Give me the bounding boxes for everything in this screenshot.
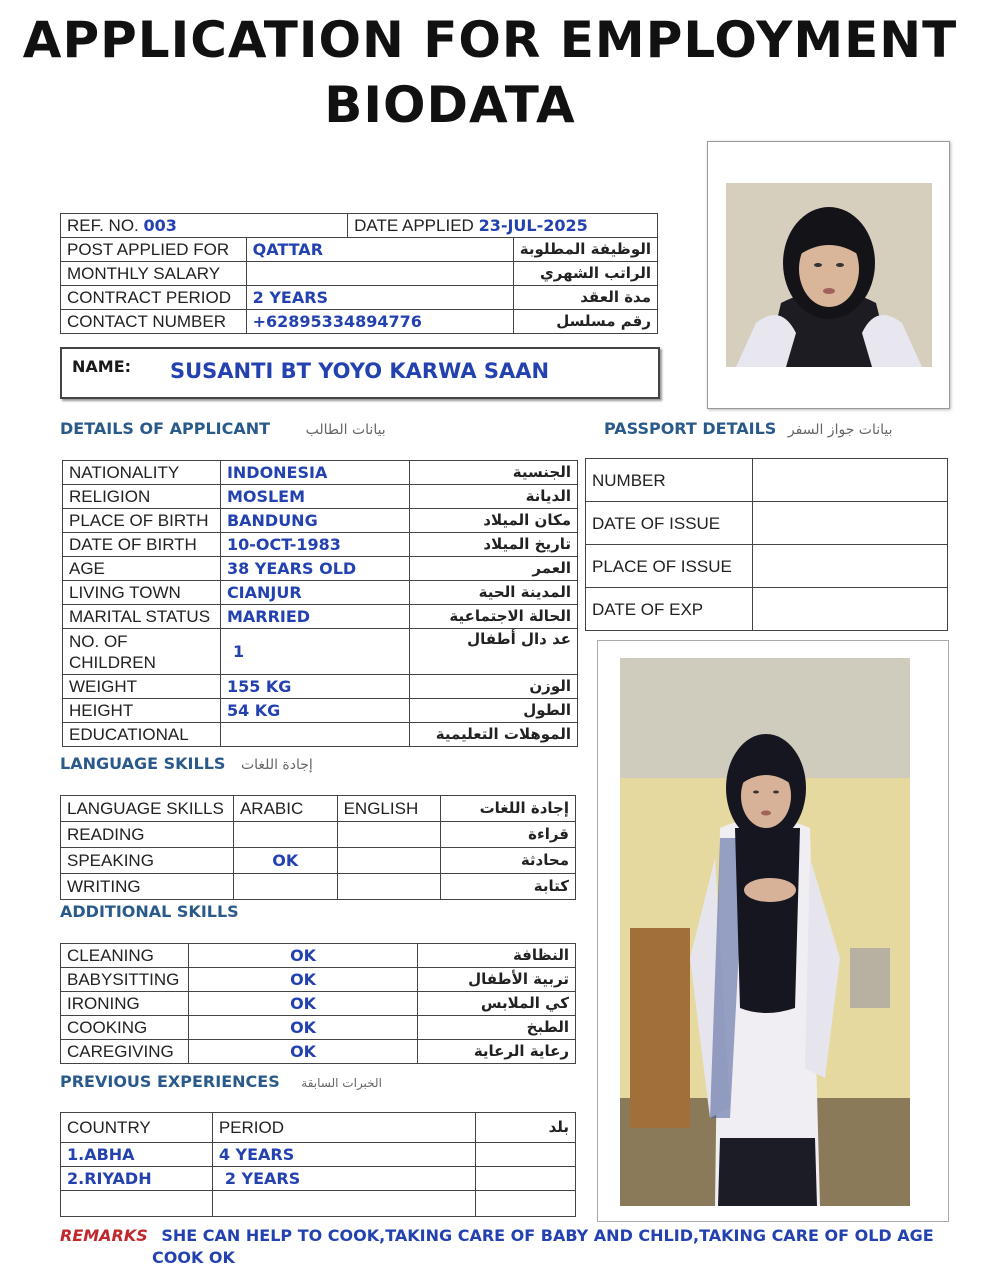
header-row <box>61 262 658 286</box>
details-row <box>63 557 578 581</box>
skill-value: OK <box>188 992 417 1016</box>
details-arabic: عد دال أطفال <box>410 629 578 675</box>
details-label: NO. OF CHILDREN <box>63 629 221 675</box>
language-table <box>60 795 576 900</box>
passport-value <box>752 502 947 545</box>
details-arabic: الوزن <box>410 675 578 699</box>
details-value <box>220 723 409 747</box>
skill-label: IRONING <box>61 992 189 1016</box>
experience-country: 1.ABHA <box>61 1143 213 1167</box>
details-value: 1 <box>220 629 409 675</box>
details-label: NATIONALITY <box>63 461 221 485</box>
language-row <box>61 822 576 848</box>
experience-empty <box>476 1191 576 1217</box>
experience-period: 4 YEARS <box>212 1143 475 1167</box>
language-heading <box>60 754 313 773</box>
experience-country: 2.RIYADH <box>61 1167 213 1191</box>
experience-col-header: COUNTRY <box>61 1113 213 1143</box>
details-arabic: الموهلات التعليمية <box>410 723 578 747</box>
details-value: MARRIED <box>220 605 409 629</box>
header-row <box>61 238 658 262</box>
details-label: PLACE OF BIRTH <box>63 509 221 533</box>
experience-row <box>61 1167 576 1191</box>
details-value: 54 KG <box>220 699 409 723</box>
full-body-photo <box>620 658 910 1206</box>
skill-arabic: تربية الأطفال <box>418 968 576 992</box>
page-title: APPLICATION FOR EMPLOYMENT <box>22 11 958 69</box>
date-applied-cell <box>348 214 658 238</box>
experience-empty <box>61 1191 213 1217</box>
skill-label: COOKING <box>61 1016 189 1040</box>
skill-row <box>61 1040 576 1064</box>
details-heading-text: DETAILS OF APPLICANT <box>60 419 271 438</box>
skill-value: OK <box>188 1040 417 1064</box>
language-arabic-label: قراءة <box>441 822 576 848</box>
ref-label: REF. NO. <box>67 216 139 235</box>
passport-heading <box>604 419 893 438</box>
details-arabic: الحالة الاجتماعية <box>410 605 578 629</box>
experience-col-header: PERIOD <box>212 1113 475 1143</box>
passport-label: NUMBER <box>586 459 753 502</box>
experience-header-row <box>61 1113 576 1143</box>
header-arabic: مدة العقد <box>513 286 657 310</box>
date-applied-label: DATE APPLIED <box>354 216 474 235</box>
language-header-row <box>61 796 576 822</box>
passport-value <box>752 459 947 502</box>
details-arabic: العمر <box>410 557 578 581</box>
head-photo <box>726 183 932 367</box>
experience-table <box>60 1112 576 1217</box>
name-value: SUSANTI BT YOYO KARWA SAAN <box>170 359 550 383</box>
language-arabic-label: كتابة <box>441 874 576 900</box>
passport-label: DATE OF ISSUE <box>586 502 753 545</box>
skill-label: BABYSITTING <box>61 968 189 992</box>
name-label: NAME: <box>72 357 132 376</box>
experience-col-header-arabic: بلد <box>476 1113 576 1143</box>
header-label: CONTACT NUMBER <box>61 310 247 334</box>
details-label: AGE <box>63 557 221 581</box>
additional-table <box>60 943 576 1064</box>
details-label: HEIGHT <box>63 699 221 723</box>
language-label: WRITING <box>61 874 234 900</box>
language-english-value <box>337 822 441 848</box>
passport-heading-arabic: بيانات جواز السفر <box>787 422 893 438</box>
skill-arabic: الطبخ <box>418 1016 576 1040</box>
passport-value <box>752 545 947 588</box>
skill-arabic: رعاية الرعاية <box>418 1040 576 1064</box>
skill-row <box>61 992 576 1016</box>
details-heading-arabic: بيانات الطالب <box>305 422 386 438</box>
header-row <box>61 310 658 334</box>
header-row <box>61 286 658 310</box>
details-row <box>63 509 578 533</box>
details-heading <box>60 419 386 438</box>
language-label: READING <box>61 822 234 848</box>
language-english-value <box>337 848 441 874</box>
remarks-line1: SHE CAN HELP TO COOK,TAKING CARE OF BABY AND CHLID,TAKING CARE OF OLD AGE <box>161 1226 934 1245</box>
skill-value: OK <box>188 1016 417 1040</box>
passport-table <box>585 458 948 631</box>
details-row <box>63 533 578 557</box>
language-col-header: ENGLISH <box>337 796 441 822</box>
passport-row <box>586 459 948 502</box>
header-label: MONTHLY SALARY <box>61 262 247 286</box>
details-row <box>63 675 578 699</box>
language-arabic-value <box>233 822 337 848</box>
skill-value: OK <box>188 968 417 992</box>
passport-row <box>586 588 948 631</box>
details-label: LIVING TOWN <box>63 581 221 605</box>
remarks <box>60 1226 934 1267</box>
skill-row <box>61 968 576 992</box>
skill-row <box>61 944 576 968</box>
date-applied-value: 23-JUL-2025 <box>478 216 588 235</box>
experience-row <box>61 1191 576 1217</box>
language-arabic-value: OK <box>233 848 337 874</box>
details-row <box>63 461 578 485</box>
skill-label: CLEANING <box>61 944 189 968</box>
experience-empty <box>212 1191 475 1217</box>
experience-period: 2 YEARS <box>212 1167 475 1191</box>
header-arabic: الوظيفة المطلوبة <box>513 238 657 262</box>
skill-value: OK <box>188 944 417 968</box>
remarks-label: REMARKS <box>60 1226 148 1245</box>
details-value: MOSLEM <box>220 485 409 509</box>
ref-value: 003 <box>143 216 177 235</box>
header-value: 2 YEARS <box>246 286 513 310</box>
language-arabic-value <box>233 874 337 900</box>
details-arabic: تاريخ الميلاد <box>410 533 578 557</box>
details-arabic: المدينة الحية <box>410 581 578 605</box>
language-label: SPEAKING <box>61 848 234 874</box>
language-english-value <box>337 874 441 900</box>
details-value: BANDUNG <box>220 509 409 533</box>
details-arabic: الجنسية <box>410 461 578 485</box>
language-row <box>61 874 576 900</box>
details-value: 155 KG <box>220 675 409 699</box>
experience-heading <box>60 1072 382 1091</box>
details-value: 38 YEARS OLD <box>220 557 409 581</box>
experience-heading-arabic: الخبرات السابقة <box>301 1076 382 1090</box>
details-row <box>63 699 578 723</box>
skill-arabic: النظافة <box>418 944 576 968</box>
experience-row <box>61 1143 576 1167</box>
passport-value <box>752 588 947 631</box>
passport-label: DATE OF EXP <box>586 588 753 631</box>
ref-row <box>61 214 658 238</box>
passport-label: PLACE OF ISSUE <box>586 545 753 588</box>
additional-heading-text: ADDITIONAL SKILLS <box>60 902 239 921</box>
passport-heading-text: PASSPORT DETAILS <box>604 419 777 438</box>
header-value <box>246 262 513 286</box>
header-label: CONTRACT PERIOD <box>61 286 247 310</box>
details-label: RELIGION <box>63 485 221 509</box>
details-row <box>63 629 578 675</box>
name-box <box>60 347 660 399</box>
header-label: POST APPLIED FOR <box>61 238 247 262</box>
details-row <box>63 605 578 629</box>
passport-row <box>586 545 948 588</box>
details-table <box>62 460 578 747</box>
details-arabic: الطول <box>410 699 578 723</box>
skill-row <box>61 1016 576 1040</box>
details-label: DATE OF BIRTH <box>63 533 221 557</box>
details-row <box>63 723 578 747</box>
skill-label: CAREGIVING <box>61 1040 189 1064</box>
ref-cell <box>61 214 348 238</box>
header-table <box>60 213 658 334</box>
passport-row <box>586 502 948 545</box>
details-arabic: مكان الميلاد <box>410 509 578 533</box>
header-value: QATTAR <box>246 238 513 262</box>
header-arabic: رقم مسلسل <box>513 310 657 334</box>
details-label: EDUCATIONAL <box>63 723 221 747</box>
page-subtitle: BIODATA <box>324 76 576 134</box>
details-row <box>63 485 578 509</box>
header-arabic: الراتب الشهري <box>513 262 657 286</box>
details-value: CIANJUR <box>220 581 409 605</box>
language-arabic-label: محادثة <box>441 848 576 874</box>
remarks-line2: COOK OK <box>152 1248 235 1267</box>
skill-arabic: كي الملابس <box>418 992 576 1016</box>
language-col-header: LANGUAGE SKILLS <box>61 796 234 822</box>
language-heading-arabic: إجادة اللغات <box>240 757 313 773</box>
experience-empty <box>476 1143 576 1167</box>
details-arabic: الديانة <box>410 485 578 509</box>
details-value: INDONESIA <box>220 461 409 485</box>
details-label: MARITAL STATUS <box>63 605 221 629</box>
additional-heading <box>60 902 239 921</box>
language-heading-text: LANGUAGE SKILLS <box>60 754 226 773</box>
language-col-header: ARABIC <box>233 796 337 822</box>
header-value: +62895334894776 <box>246 310 513 334</box>
experience-empty <box>476 1167 576 1191</box>
details-row <box>63 581 578 605</box>
language-row <box>61 848 576 874</box>
details-label: WEIGHT <box>63 675 221 699</box>
details-value: 10-OCT-1983 <box>220 533 409 557</box>
experience-heading-text: PREVIOUS EXPERIENCES <box>60 1072 280 1091</box>
language-col-header-arabic: إجادة اللغات <box>441 796 576 822</box>
